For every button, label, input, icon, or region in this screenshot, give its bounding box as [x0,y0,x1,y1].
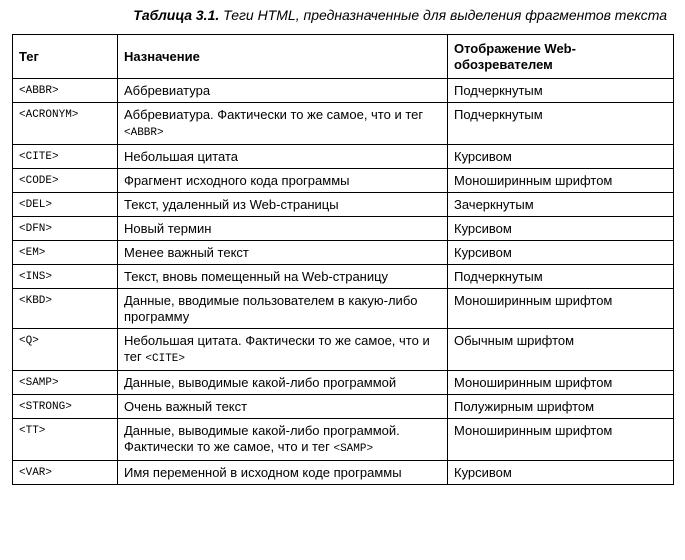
purpose-text: Имя переменной в исходном коде программы [124,465,402,480]
purpose-cell [118,419,448,461]
tag-cell: <KBD> [13,289,118,329]
display-cell: Подчеркнутым [448,103,674,145]
purpose-text: Аббревиатура [124,83,211,98]
purpose-cell [118,169,448,193]
display-cell: Подчеркнутым [448,265,674,289]
purpose-text: Фрагмент исходного кода программы [124,173,350,188]
header-purpose: Назначение [118,35,448,79]
table-body [13,79,674,485]
purpose-text: Небольшая цитата [124,149,239,164]
table-row [13,265,674,289]
purpose-cell [118,193,448,217]
purpose-cell [118,145,448,169]
purpose-text: Данные, вводимые пользователем в какую-либо программу [124,293,418,324]
header-tag: Тег [13,35,118,79]
table-row [13,289,674,329]
tag-cell: <VAR> [13,461,118,485]
table-row [13,145,674,169]
purpose-cell [118,241,448,265]
purpose-cell [118,265,448,289]
tag-cell: <TT> [13,419,118,461]
purpose-cell [118,217,448,241]
purpose-cell [118,103,448,145]
caption-label: Таблица 3.1. [133,7,220,23]
purpose-text: Текст, вновь помещенный на Web-страницу [124,269,389,284]
table-caption [133,6,667,24]
display-cell: Курсивом [448,461,674,485]
tag-cell: <ACRONYM> [13,103,118,145]
purpose-cell [118,329,448,371]
purpose-inline-tag: <CITE> [145,353,186,365]
table-row [13,217,674,241]
tag-cell: <ABBR> [13,79,118,103]
purpose-inline-tag: <ABBR> [124,127,164,139]
tag-cell: <Q> [13,329,118,371]
display-cell: Подчеркнутым [448,79,674,103]
purpose-cell [118,289,448,329]
purpose-text: Аббревиатура. Фактически то же самое, что и тег [124,107,424,122]
tag-cell: <SAMP> [13,371,118,395]
purpose-cell [118,461,448,485]
tag-cell: <CITE> [13,145,118,169]
table-row [13,371,674,395]
tag-cell: <STRONG> [13,395,118,419]
tag-cell: <DFN> [13,217,118,241]
table-row [13,241,674,265]
display-cell: Полужирным шрифтом [448,395,674,419]
tag-cell: <CODE> [13,169,118,193]
purpose-inline-tag: <SAMP> [333,443,374,455]
display-cell: Курсивом [448,217,674,241]
caption-text: Теги HTML, предназначенные для выделения фрагментов текста [223,7,667,23]
table-row [13,169,674,193]
display-cell: Моноширинным шрифтом [448,419,674,461]
purpose-cell [118,79,448,103]
html-tags-table [12,34,674,485]
display-cell: Моноширинным шрифтом [448,371,674,395]
table-row [13,395,674,419]
table-row [13,419,674,461]
display-cell: Зачеркнутым [448,193,674,217]
header-display: Отображение Web-обозревателем [448,35,674,79]
purpose-text: Текст, удаленный из Web-страницы [124,197,339,212]
display-cell: Курсивом [448,241,674,265]
purpose-text: Менее важный текст [124,245,249,260]
tag-cell: <EM> [13,241,118,265]
purpose-text: Очень важный текст [124,399,248,414]
table-row [13,329,674,371]
display-cell: Обычным шрифтом [448,329,674,371]
purpose-cell [118,395,448,419]
table-row [13,193,674,217]
display-cell: Курсивом [448,145,674,169]
tag-cell: <INS> [13,265,118,289]
purpose-text: Небольшая цитата. Фактически то же самое, что и тег [124,333,430,364]
table-row [13,79,674,103]
purpose-text: Данные, выводимые какой-либо программой. Фактически то же самое, что и тег [124,423,400,454]
display-cell: Моноширинным шрифтом [448,289,674,329]
table-row [13,461,674,485]
purpose-cell [118,371,448,395]
display-cell: Моноширинным шрифтом [448,169,674,193]
purpose-text: Новый термин [124,221,212,236]
table-row [13,103,674,145]
table-header-row [13,35,674,79]
purpose-text: Данные, выводимые какой-либо программой [124,375,397,390]
tag-cell: <DEL> [13,193,118,217]
